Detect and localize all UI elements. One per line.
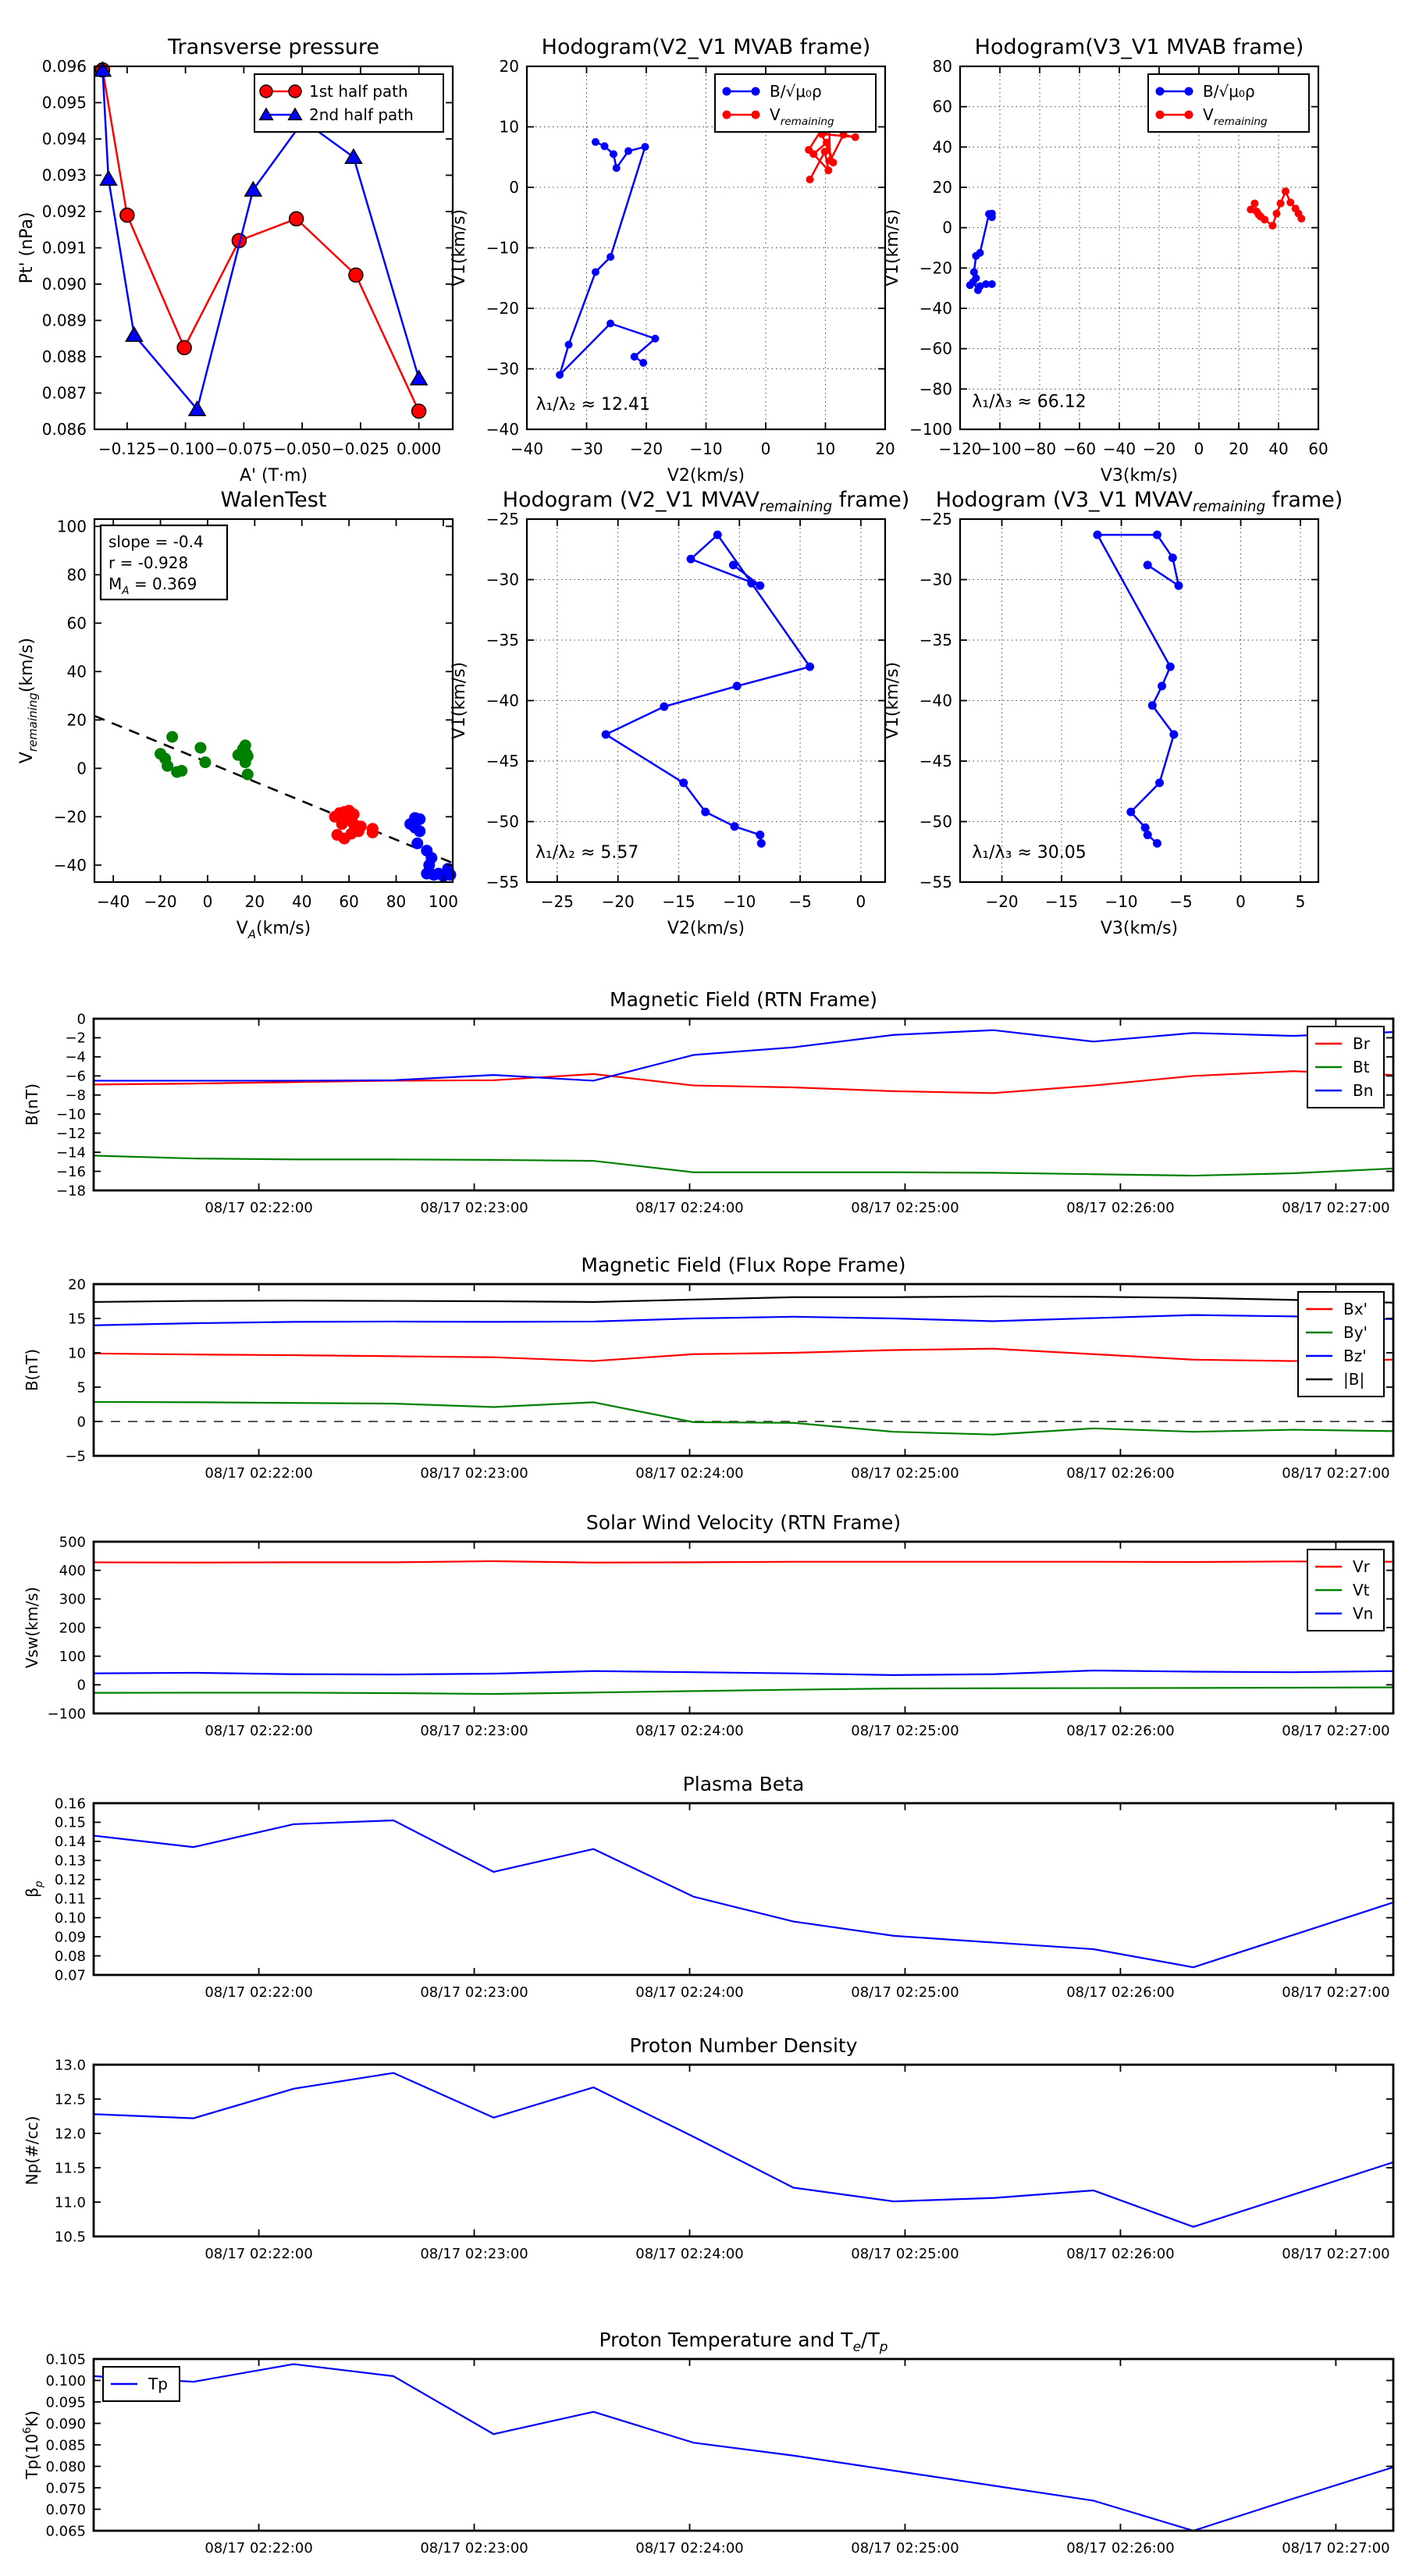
chart-title: Plasma Beta bbox=[682, 1773, 805, 1795]
x-tick-label: 08/17 02:26:00 bbox=[1066, 1200, 1175, 1216]
x-tick-label: 0 bbox=[855, 892, 866, 911]
series-|B| bbox=[94, 1297, 1393, 1303]
grid bbox=[960, 519, 1318, 882]
y-tick-label: 100 bbox=[59, 1648, 86, 1665]
y-tick-label: 0.080 bbox=[45, 2458, 86, 2475]
series-Tp bbox=[94, 2364, 1393, 2531]
axes-frame bbox=[94, 2359, 1393, 2531]
x-tick-label: 08/17 02:22:00 bbox=[205, 1200, 313, 1216]
fit-line bbox=[94, 716, 453, 863]
x-tick-label: 80 bbox=[386, 892, 407, 911]
legend-label: Bx' bbox=[1343, 1300, 1368, 1318]
y-tick-label: 0.105 bbox=[45, 2351, 86, 2368]
y-tick-label: 12.5 bbox=[54, 2091, 86, 2108]
y-tick-label: 0.08 bbox=[54, 1948, 86, 1965]
y-tick-label: 11.5 bbox=[54, 2160, 86, 2177]
legend-label: $V_{remaining}$ bbox=[1203, 105, 1268, 128]
y-tick-label: 15 bbox=[68, 1311, 86, 1328]
x-tick-label: −80 bbox=[1023, 439, 1057, 458]
lambda-annotation: λ₁/λ₃ ≈ 30.05 bbox=[972, 843, 1087, 863]
y-tick-label: 0.15 bbox=[54, 1814, 86, 1831]
x-tick-label: 08/17 02:24:00 bbox=[635, 2246, 744, 2262]
y-tick-label: 60 bbox=[66, 614, 87, 633]
legend-label: Vt bbox=[1353, 1581, 1370, 1599]
y-tick-label: −30 bbox=[919, 570, 952, 589]
y-tick-label: 5 bbox=[76, 1379, 86, 1397]
y-axis-label: Pt' (nPa) bbox=[17, 212, 37, 284]
y-tick-label: −40 bbox=[53, 856, 87, 875]
series-B-alfven bbox=[556, 138, 659, 379]
chart-proton-temperature bbox=[21, 2329, 1393, 2556]
chart-title: Solar Wind Velocity (RTN Frame) bbox=[585, 1511, 902, 1534]
stat-line: $M_A = 0.369$ bbox=[108, 575, 197, 597]
series-B-path bbox=[602, 531, 814, 848]
x-tick-label: −40 bbox=[1102, 439, 1136, 458]
x-tick-label: −40 bbox=[97, 892, 130, 911]
chart-hodogram-v3v1-mvab bbox=[883, 35, 1329, 486]
x-tick-label: 08/17 02:23:00 bbox=[420, 1984, 528, 2001]
y-tick-label: 0.086 bbox=[41, 420, 87, 439]
ticks bbox=[94, 1284, 1393, 1456]
y-tick-label: 0.085 bbox=[45, 2437, 86, 2454]
y-tick-label: −40 bbox=[919, 299, 952, 318]
tick-labels bbox=[65, 1276, 1389, 1482]
series-beta-p bbox=[94, 1820, 1393, 1967]
y-axis-label: V1(km/s) bbox=[450, 661, 469, 740]
x-axis-label: V2(km/s) bbox=[667, 919, 745, 938]
y-tick-label: 0 bbox=[76, 1677, 86, 1694]
legend-label: Bn bbox=[1353, 1081, 1374, 1100]
y-tick-label: −20 bbox=[486, 299, 519, 318]
x-tick-label: 08/17 02:27:00 bbox=[1282, 2246, 1390, 2262]
x-tick-label: 08/17 02:24:00 bbox=[635, 1723, 744, 1739]
y-tick-label: 20 bbox=[66, 710, 87, 730]
x-tick-label: 20 bbox=[244, 892, 265, 911]
chart-title: Hodogram(V3_V1 MVAB frame) bbox=[974, 35, 1304, 59]
y-tick-label: −10 bbox=[486, 238, 519, 258]
x-tick-label: −5 bbox=[1169, 892, 1193, 911]
y-tick-label: −50 bbox=[919, 812, 952, 831]
x-tick-label: 0 bbox=[1193, 439, 1204, 458]
y-tick-label: −18 bbox=[56, 1183, 86, 1200]
chart-title: Transverse pressure bbox=[168, 35, 379, 59]
legend-label: B/√μ₀ρ bbox=[1203, 82, 1255, 101]
y-tick-label: 400 bbox=[59, 1562, 86, 1579]
x-tick-label: 40 bbox=[1268, 439, 1289, 458]
chart-magnetic-field-fluxrope bbox=[23, 1254, 1393, 1482]
x-tick-label: 08/17 02:22:00 bbox=[205, 1465, 313, 1482]
y-tick-label: 10 bbox=[499, 117, 519, 137]
y-tick-label: 13.0 bbox=[54, 2057, 86, 2074]
x-tick-label: 08/17 02:27:00 bbox=[1282, 1984, 1390, 2001]
y-axis-label: Np(#/cc) bbox=[23, 2115, 41, 2186]
legend-label: |B| bbox=[1343, 1370, 1365, 1389]
x-tick-label: −10 bbox=[1104, 892, 1138, 911]
x-tick-label: −0.100 bbox=[156, 439, 215, 458]
x-tick-label: −30 bbox=[570, 439, 603, 458]
x-tick-label: 08/17 02:25:00 bbox=[851, 1200, 959, 1216]
y-axis-label: $\beta_p$ bbox=[23, 1880, 45, 1898]
x-tick-label: −25 bbox=[540, 892, 574, 911]
x-axis-label: V3(km/s) bbox=[1100, 466, 1179, 486]
chart-title: Magnetic Field (RTN Frame) bbox=[610, 988, 877, 1011]
ticks bbox=[960, 519, 1318, 882]
y-tick-label: 12.0 bbox=[54, 2126, 86, 2143]
chart-magnetic-field-rtn bbox=[23, 988, 1393, 1216]
x-tick-label: −20 bbox=[629, 439, 663, 458]
y-tick-label: 0.087 bbox=[41, 383, 87, 403]
y-axis-label: V1(km/s) bbox=[883, 661, 902, 740]
y-tick-label: −6 bbox=[65, 1068, 86, 1085]
y-tick-label: −25 bbox=[486, 510, 519, 528]
chart-title: Proton Number Density bbox=[629, 2034, 858, 2057]
x-tick-label: 08/17 02:24:00 bbox=[635, 1984, 744, 2001]
x-tick-label: 10 bbox=[815, 439, 836, 458]
x-tick-label: 0 bbox=[202, 892, 213, 911]
legend bbox=[1307, 1550, 1384, 1631]
y-tick-label: −40 bbox=[919, 691, 952, 710]
x-tick-label: −15 bbox=[1044, 892, 1079, 911]
axes-frame bbox=[960, 519, 1318, 882]
grid bbox=[527, 519, 885, 882]
legend-label: 2nd half path bbox=[309, 105, 414, 124]
y-tick-label: 0.088 bbox=[41, 347, 87, 366]
y-tick-label: 10 bbox=[68, 1345, 86, 1362]
x-tick-label: −60 bbox=[1062, 439, 1097, 458]
legend-label: Br bbox=[1353, 1034, 1370, 1053]
axes-frame bbox=[94, 1019, 1393, 1190]
y-tick-label: 0 bbox=[509, 178, 519, 197]
y-axis-label: B(nT) bbox=[23, 1348, 41, 1392]
y-tick-label: 0.13 bbox=[54, 1852, 86, 1870]
x-tick-label: 08/17 02:26:00 bbox=[1066, 1723, 1175, 1739]
lambda-annotation: λ₁/λ₂ ≈ 5.57 bbox=[535, 843, 639, 863]
x-tick-label: 08/17 02:25:00 bbox=[851, 1465, 959, 1482]
series-Bn bbox=[94, 1030, 1393, 1081]
y-tick-label: −80 bbox=[919, 379, 952, 399]
chart-title: WalenTest bbox=[220, 488, 327, 512]
x-tick-label: 0 bbox=[760, 439, 771, 458]
tick-labels bbox=[48, 1534, 1390, 1739]
x-tick-label: −20 bbox=[144, 892, 177, 911]
x-tick-label: 08/17 02:22:00 bbox=[205, 1723, 313, 1739]
tick-labels bbox=[55, 2057, 1390, 2262]
series-B-alfven bbox=[966, 210, 996, 294]
y-tick-label: 0.091 bbox=[41, 238, 87, 258]
x-tick-label: 08/17 02:25:00 bbox=[851, 2246, 959, 2262]
y-tick-label: 0.095 bbox=[41, 93, 87, 112]
legend bbox=[103, 2367, 180, 2401]
y-axis-label: V1(km/s) bbox=[883, 208, 902, 287]
y-tick-label: 0.10 bbox=[54, 1909, 86, 1927]
x-axis-label: A' (T·m) bbox=[239, 466, 308, 486]
x-tick-label: −0.025 bbox=[331, 439, 389, 458]
stat-box bbox=[101, 525, 227, 600]
x-tick-label: −0.125 bbox=[98, 439, 156, 458]
x-axis-label: $V_A(km/s)$ bbox=[236, 919, 311, 941]
legend-label: 1st half path bbox=[309, 82, 408, 101]
y-tick-label: −55 bbox=[919, 873, 952, 891]
x-tick-label: −20 bbox=[1142, 439, 1176, 458]
y-tick-label: −45 bbox=[919, 752, 952, 770]
series-B-path bbox=[1093, 531, 1183, 848]
ticks bbox=[94, 1803, 1393, 1975]
y-tick-label: −30 bbox=[486, 570, 519, 589]
y-tick-label: 0.09 bbox=[54, 1929, 86, 1946]
legend bbox=[254, 74, 443, 132]
y-tick-label: −2 bbox=[65, 1030, 86, 1047]
series-Np bbox=[94, 2073, 1393, 2227]
y-tick-label: −45 bbox=[486, 752, 519, 770]
y-axis-label: B(nT) bbox=[23, 1083, 41, 1126]
y-tick-label: 10.5 bbox=[54, 2229, 86, 2246]
y-tick-label: 0.090 bbox=[45, 2415, 86, 2432]
ticks bbox=[527, 519, 885, 882]
x-tick-label: −15 bbox=[662, 892, 695, 911]
x-tick-label: 08/17 02:24:00 bbox=[635, 1465, 744, 1482]
x-tick-label: 60 bbox=[339, 892, 359, 911]
y-tick-label: 0.11 bbox=[54, 1891, 86, 1908]
y-tick-label: 100 bbox=[56, 517, 87, 536]
series-Bt bbox=[94, 1155, 1393, 1176]
y-tick-label: 0 bbox=[76, 759, 87, 778]
x-axis-label: V2(km/s) bbox=[667, 466, 745, 486]
axes-frame bbox=[94, 1284, 1393, 1456]
x-tick-label: 08/17 02:25:00 bbox=[851, 1723, 959, 1739]
y-tick-label: −16 bbox=[56, 1163, 86, 1180]
x-tick-label: 08/17 02:24:00 bbox=[635, 1200, 744, 1216]
tick-labels bbox=[56, 1011, 1390, 1216]
series-Vr bbox=[94, 1561, 1393, 1563]
y-tick-label: 0.089 bbox=[41, 311, 87, 330]
y-tick-label: 40 bbox=[66, 662, 87, 681]
y-tick-label: −35 bbox=[919, 631, 952, 649]
chart-hodogram-v2v1-mvav bbox=[450, 488, 909, 938]
x-tick-label: 08/17 02:27:00 bbox=[1282, 1465, 1390, 1482]
chart-plasma-beta bbox=[23, 1773, 1393, 2001]
y-tick-label: −35 bbox=[486, 631, 519, 649]
y-tick-label: −10 bbox=[56, 1106, 86, 1123]
series-Br bbox=[94, 1071, 1393, 1093]
x-tick-label: −120 bbox=[938, 439, 982, 458]
x-tick-label: 08/17 02:27:00 bbox=[1282, 1200, 1390, 1216]
lambda-annotation: λ₁/λ₃ ≈ 66.12 bbox=[972, 392, 1087, 412]
x-tick-label: 20 bbox=[1229, 439, 1249, 458]
x-tick-label: −0.050 bbox=[273, 439, 332, 458]
y-tick-label: −60 bbox=[919, 339, 952, 358]
x-tick-label: 20 bbox=[875, 439, 895, 458]
y-axis-label: Vsw(km/s) bbox=[23, 1586, 41, 1669]
y-tick-label: 20 bbox=[68, 1276, 86, 1293]
y-tick-label: 0 bbox=[76, 1414, 86, 1431]
y-tick-label: 0.14 bbox=[54, 1834, 86, 1851]
ticks bbox=[94, 1019, 1393, 1190]
x-tick-label: 60 bbox=[1308, 439, 1329, 458]
y-tick-label: −8 bbox=[65, 1087, 86, 1105]
x-tick-label: −5 bbox=[788, 892, 812, 911]
y-tick-label: 0.070 bbox=[45, 2501, 86, 2518]
chart-title: Hodogram (V3_V1 $MVAV_{remaining}$ frame) bbox=[935, 488, 1343, 515]
chart-title: Magnetic Field (Flux Rope Frame) bbox=[581, 1254, 906, 1276]
legend bbox=[1148, 74, 1309, 132]
y-tick-label: 200 bbox=[59, 1620, 86, 1637]
y-tick-label: 80 bbox=[66, 565, 87, 585]
x-tick-label: 08/17 02:25:00 bbox=[851, 2540, 959, 2556]
series-walen-red bbox=[329, 805, 379, 845]
chart-transverse-pressure bbox=[17, 35, 453, 486]
y-tick-label: −25 bbox=[919, 510, 952, 528]
y-tick-label: −50 bbox=[486, 812, 519, 831]
y-tick-label: 20 bbox=[932, 178, 952, 197]
y-axis-label: $V_{remaining}(km/s)$ bbox=[17, 637, 40, 764]
legend bbox=[1307, 1026, 1384, 1108]
legend-label: Bz' bbox=[1343, 1347, 1367, 1365]
series-Vn bbox=[94, 1670, 1393, 1675]
x-tick-label: 5 bbox=[1295, 892, 1306, 911]
y-tick-label: −100 bbox=[47, 1706, 86, 1723]
x-tick-label: −100 bbox=[978, 439, 1022, 458]
x-tick-label: 08/17 02:26:00 bbox=[1066, 2540, 1175, 2556]
series-Vt bbox=[94, 1688, 1393, 1694]
y-tick-label: 300 bbox=[59, 1591, 86, 1608]
tick-labels bbox=[45, 2351, 1389, 2556]
y-tick-label: 0 bbox=[76, 1011, 86, 1028]
y-axis-label: V1(km/s) bbox=[450, 208, 469, 287]
y-tick-label: −20 bbox=[919, 258, 952, 278]
x-tick-label: 08/17 02:27:00 bbox=[1282, 2540, 1390, 2556]
stat-line: r = -0.928 bbox=[108, 553, 189, 572]
tick-labels bbox=[55, 1795, 1390, 2001]
ticks bbox=[94, 2359, 1393, 2531]
x-tick-label: 08/17 02:26:00 bbox=[1066, 1984, 1175, 2001]
y-tick-label: −40 bbox=[486, 691, 519, 710]
y-tick-label: 0.096 bbox=[41, 57, 87, 76]
x-tick-label: 40 bbox=[292, 892, 312, 911]
chart-title: Hodogram(V2_V1 MVAB frame) bbox=[541, 35, 871, 59]
chart-walen-test bbox=[17, 488, 458, 941]
y-tick-label: 0.090 bbox=[41, 275, 87, 294]
y-tick-label: 500 bbox=[59, 1534, 86, 1551]
chart-solar-wind-velocity bbox=[23, 1511, 1393, 1739]
chart-title: Proton Temperature and $T_e/T_p$ bbox=[599, 2329, 888, 2355]
y-tick-label: 40 bbox=[932, 137, 952, 157]
y-tick-label: 0.094 bbox=[41, 130, 87, 148]
x-tick-label: 0 bbox=[1236, 892, 1246, 911]
legend-label: B/√μ₀ρ bbox=[770, 82, 822, 101]
y-tick-label: 0.07 bbox=[54, 1967, 86, 1984]
x-tick-label: −20 bbox=[601, 892, 635, 911]
y-tick-label: 0.100 bbox=[45, 2372, 86, 2389]
series-Bx' bbox=[94, 1349, 1393, 1361]
series-By' bbox=[94, 1402, 1393, 1435]
x-axis-label: V3(km/s) bbox=[1100, 919, 1179, 938]
x-tick-label: 08/17 02:23:00 bbox=[420, 1723, 528, 1739]
y-tick-label: −55 bbox=[486, 873, 519, 891]
y-tick-label: 0.12 bbox=[54, 1872, 86, 1889]
series-Bz' bbox=[94, 1315, 1393, 1325]
y-tick-label: −100 bbox=[909, 420, 952, 439]
y-tick-label: −40 bbox=[486, 420, 519, 439]
x-tick-label: 08/17 02:22:00 bbox=[205, 1984, 313, 2001]
x-tick-label: 08/17 02:26:00 bbox=[1066, 2246, 1175, 2262]
y-tick-label: −30 bbox=[486, 359, 519, 379]
x-tick-label: 08/17 02:23:00 bbox=[420, 1200, 528, 1216]
y-tick-label: 0.065 bbox=[45, 2523, 86, 2540]
y-tick-label: −4 bbox=[65, 1049, 86, 1066]
y-tick-label: −14 bbox=[56, 1144, 86, 1162]
x-tick-label: −0.075 bbox=[215, 439, 273, 458]
series-V-remaining bbox=[1247, 187, 1305, 229]
chart-hodogram-v3v1-mvav bbox=[883, 488, 1343, 938]
x-tick-label: −10 bbox=[689, 439, 723, 458]
y-tick-label: 60 bbox=[932, 97, 952, 116]
y-tick-label: 0 bbox=[942, 218, 952, 237]
chart-title: Hodogram (V2_V1 $MVAV_{remaining}$ frame) bbox=[502, 488, 910, 515]
legend-label: $V_{remaining}$ bbox=[770, 105, 834, 128]
x-tick-label: 08/17 02:26:00 bbox=[1066, 1465, 1175, 1482]
x-tick-label: 08/17 02:23:00 bbox=[420, 2540, 528, 2556]
x-tick-label: 08/17 02:22:00 bbox=[205, 2540, 313, 2556]
series-walen-green bbox=[155, 731, 254, 781]
y-tick-label: 80 bbox=[932, 57, 952, 76]
x-tick-label: −40 bbox=[510, 439, 544, 458]
axes-frame bbox=[527, 519, 885, 882]
y-axis-label: $Tp(10^6K)$ bbox=[21, 2411, 41, 2479]
x-tick-label: 0.000 bbox=[397, 439, 442, 458]
stat-line: slope = -0.4 bbox=[108, 532, 204, 551]
x-tick-label: 08/17 02:27:00 bbox=[1282, 1723, 1390, 1739]
y-tick-label: 0.093 bbox=[41, 165, 87, 185]
y-tick-label: 0.095 bbox=[45, 2394, 86, 2411]
y-tick-label: 0.075 bbox=[45, 2480, 86, 2497]
x-tick-label: −20 bbox=[985, 892, 1019, 911]
legend-label: Vn bbox=[1353, 1604, 1374, 1623]
legend bbox=[1298, 1292, 1384, 1397]
y-tick-label: 11.0 bbox=[54, 2194, 86, 2211]
y-tick-label: 0.092 bbox=[41, 202, 87, 221]
x-tick-label: −10 bbox=[723, 892, 756, 911]
lambda-annotation: λ₁/λ₂ ≈ 12.41 bbox=[535, 395, 650, 415]
x-tick-label: 08/17 02:23:00 bbox=[420, 2246, 528, 2262]
y-tick-label: 20 bbox=[499, 57, 519, 76]
legend-label: Vr bbox=[1353, 1557, 1370, 1576]
legend-label: Bt bbox=[1353, 1058, 1370, 1076]
y-tick-label: 0.16 bbox=[54, 1795, 86, 1813]
x-tick-label: 100 bbox=[428, 892, 459, 911]
x-tick-label: 08/17 02:22:00 bbox=[205, 2246, 313, 2262]
y-tick-label: −5 bbox=[65, 1448, 86, 1465]
y-tick-label: −20 bbox=[53, 807, 87, 827]
legend-label: Tp bbox=[148, 2375, 168, 2393]
chart-proton-number-density bbox=[23, 2034, 1393, 2262]
x-tick-label: 08/17 02:25:00 bbox=[851, 1984, 959, 2001]
axes-frame bbox=[94, 1803, 1393, 1975]
chart-hodogram-v2v1-mvab bbox=[450, 35, 895, 486]
legend bbox=[715, 74, 876, 132]
legend-label: By' bbox=[1343, 1323, 1368, 1342]
x-tick-label: 08/17 02:23:00 bbox=[420, 1465, 528, 1482]
y-tick-label: −12 bbox=[56, 1125, 86, 1142]
x-tick-label: 08/17 02:24:00 bbox=[635, 2540, 744, 2556]
